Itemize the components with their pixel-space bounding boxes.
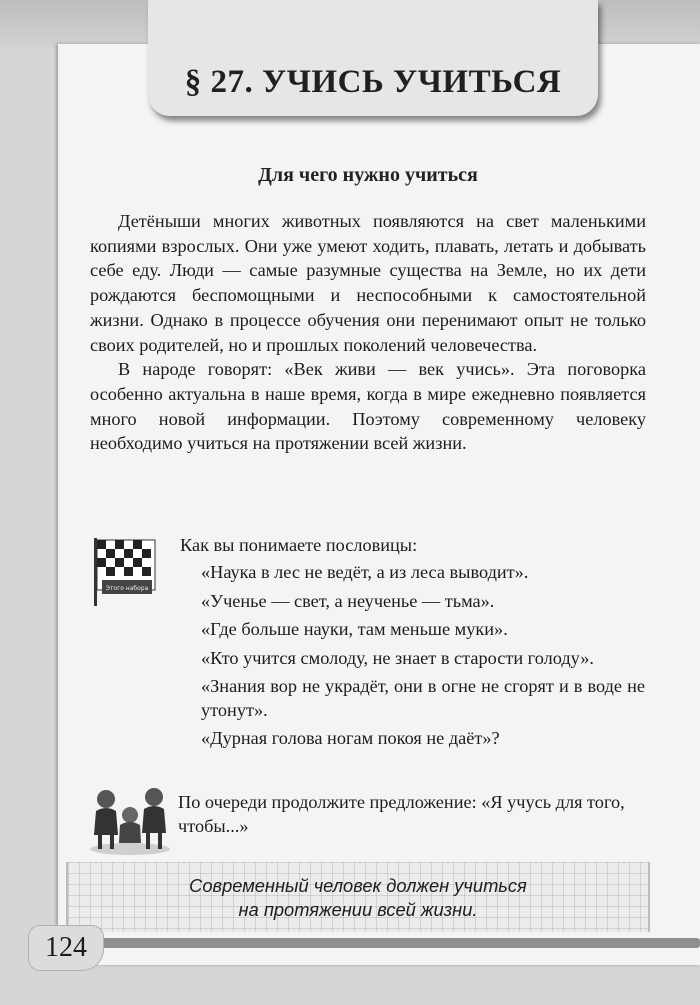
page-number: 124 <box>45 932 87 963</box>
paragraph-2: В народе говорят: «Век живи — век учись». Эта поговорка особенно актуальна в наше время, когда в мире ежедневно появляется много новой информации. Поэтому современному человеку необходимо учиться на протяжении всей жизни. <box>90 359 646 454</box>
rule-line-2: на протяжении всей жизни. <box>238 899 478 920</box>
proverbs-question: Как вы понимаете пословицы: <box>180 535 418 555</box>
proverb-5: «Знания вор не украдёт, они в огне не сгорят и в воде не утонут». <box>201 676 645 720</box>
proverb-1: «Наука в лес не ведёт, а из леса выводит». <box>201 562 529 582</box>
rule-line-1: Современный человек должен учиться <box>189 875 527 896</box>
proverb-4: «Кто учится смолоду, не знает в старости голоду». <box>201 647 594 668</box>
paragraph-1: Детёныши многих животных появляются на свет маленькими копиями взрослых. Они уже умеют ходить, плавать, летать и добывать себе еду. Люди — самые разумные существа на Земле, но их дети рождаются беспомощными и неспособными к самостоятельной жизни. Однако в процессе обучения они перенимают опыт не только своих родителей, но и прошлых поколений человечества. <box>90 211 646 355</box>
title-box <box>148 0 598 116</box>
page-title: § 27. УЧИСЬ УЧИТЬСЯ <box>184 64 562 100</box>
discussion-task: По очереди продолжите предложение: «Я учусь для того, чтобы...» <box>178 792 625 836</box>
rule-box <box>66 862 650 932</box>
proverb-6: «Дурная голова ногам покоя не даёт»? <box>201 728 500 748</box>
section-heading: Для чего нужно учиться <box>258 164 478 186</box>
proverb-2: «Ученье — свет, а неученье — тьма». <box>201 590 495 611</box>
checkered-flag-icon <box>92 536 158 608</box>
body-text <box>90 209 646 456</box>
page-number-box <box>28 925 104 971</box>
flag-caption: Этого набора <box>105 585 149 592</box>
rule-text <box>68 874 648 922</box>
group-discussion-icon <box>86 785 174 857</box>
proverb-3: «Где больше науки, там меньше муки». <box>201 619 508 639</box>
bottom-bar <box>100 938 700 948</box>
proverbs-list <box>201 561 645 756</box>
